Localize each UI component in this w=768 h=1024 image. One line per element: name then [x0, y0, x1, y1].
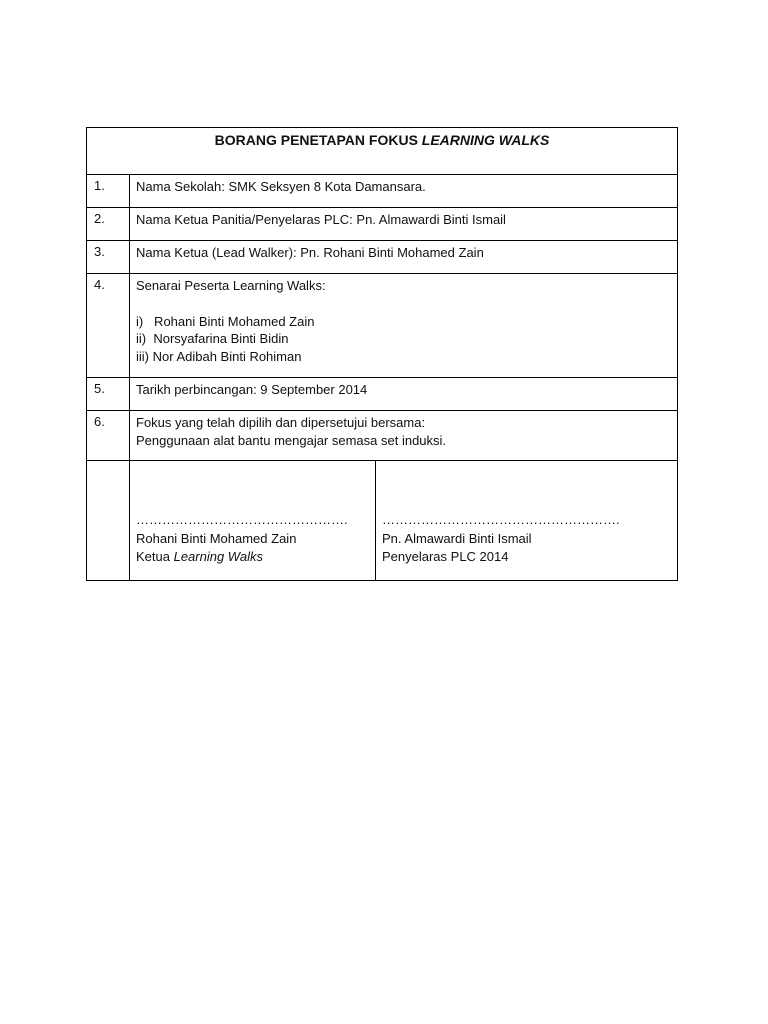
row-number: 3. [87, 241, 130, 274]
row-number: 5. [87, 378, 130, 411]
focus-description [130, 411, 678, 461]
signature-line: ………………………………………………. [382, 512, 620, 527]
table-row [87, 175, 678, 208]
table-row [87, 241, 678, 274]
school-name: Nama Sekolah: SMK Seksyen 8 Kota Damansara. [130, 175, 678, 208]
participant-list-heading: Senarai Peserta Learning Walks: [136, 278, 326, 293]
list-item: ii) Norsyafarina Binti Bidin [136, 331, 289, 346]
lead-walker: Nama Ketua (Lead Walker): Pn. Rohani Binti Mohamed Zain [130, 241, 678, 274]
empty-cell [87, 461, 130, 581]
form-title-main: BORANG PENETAPAN FOKUS [214, 132, 422, 148]
signature-line: …………………………………………. [136, 512, 348, 527]
signatory-role: Ketua Learning Walks [136, 549, 263, 564]
form-title [87, 128, 678, 175]
panel-head: Nama Ketua Panitia/Penyelaras PLC: Pn. Almawardi Binti Ismail [130, 208, 678, 241]
list-item: iii) Nor Adibah Binti Rohiman [136, 348, 302, 364]
signatory-name: Rohani Binti Mohamed Zain [136, 530, 297, 546]
focus-line-1: Fokus yang telah dipilih dan dipersetujui bersama: [136, 415, 426, 430]
signature-block-right [376, 461, 678, 581]
learning-walks-form [86, 127, 678, 581]
signature-row [87, 461, 678, 581]
table-row [87, 208, 678, 241]
table-row [87, 274, 678, 378]
row-number: 4. [87, 274, 130, 378]
row-number: 1. [87, 175, 130, 208]
signature-block-left [130, 461, 376, 581]
participant-list [130, 274, 678, 378]
row-number: 2. [87, 208, 130, 241]
form-title-italic: LEARNING WALKS [421, 132, 550, 148]
discussion-date: Tarikh perbincangan: 9 September 2014 [130, 378, 678, 411]
table-row [87, 378, 678, 411]
row-number: 6. [87, 411, 130, 461]
signatory-name: Pn. Almawardi Binti Ismail [382, 530, 532, 546]
focus-line-2: Penggunaan alat bantu mengajar semasa set induksi. [136, 432, 447, 448]
table-row [87, 411, 678, 461]
list-item: i) Rohani Binti Mohamed Zain [136, 313, 315, 329]
signatory-role: Penyelaras PLC 2014 [382, 549, 509, 564]
